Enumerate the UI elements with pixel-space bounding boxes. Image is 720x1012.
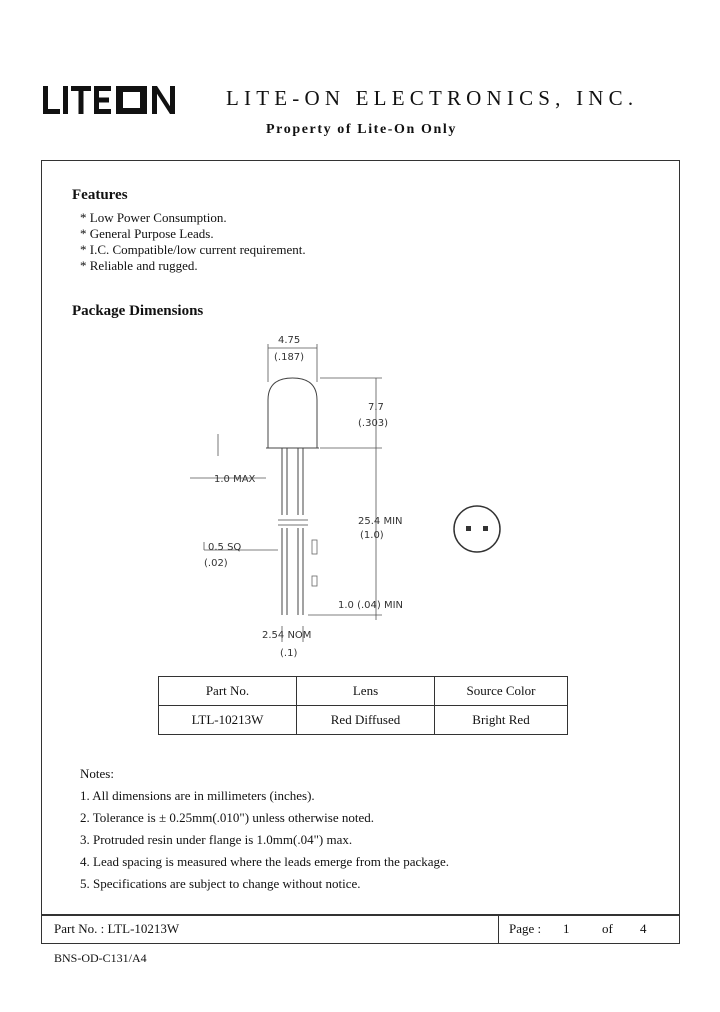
footer-divider [498, 914, 499, 943]
footer-page-number: 1 [563, 921, 570, 936]
features-heading: Features [72, 187, 128, 203]
table-row [159, 706, 568, 735]
notes-section [80, 763, 449, 895]
feature-item: * General Purpose Leads. [80, 226, 214, 241]
dim-lead-sq-mm: 0.5 SQ [208, 542, 242, 553]
footer-page-total: 4 [640, 921, 647, 936]
footer-page-label: Page : [509, 921, 542, 936]
dim-lead-len-in: (1.0) [360, 530, 384, 541]
cell-lens: Red Diffused [297, 706, 435, 735]
note-item: 3. Protruded resin under flange is 1.0mm(.04") max. [80, 832, 353, 847]
dim-extra: 1.0 (.04) MIN [338, 600, 404, 611]
note-item: 2. Tolerance is ± 0.25mm(.010") unless otherwise noted. [80, 810, 374, 825]
package-diagram [170, 330, 550, 670]
feature-item: * Low Power Consumption. [80, 210, 227, 225]
dim-height-in: (.303) [358, 418, 389, 429]
dim-width-in: (.187) [274, 352, 305, 363]
part-table [158, 676, 568, 735]
note-item: 1. All dimensions are in millimeters (inches). [80, 788, 315, 803]
notes-heading: Notes: [80, 766, 114, 781]
dim-lead-len-mm: 25.4 MIN [358, 516, 403, 527]
liteon-logo [43, 82, 183, 118]
table-header-row [159, 677, 568, 706]
company-name: LITE-ON ELECTRONICS, INC. [226, 86, 639, 110]
features-list [80, 210, 306, 274]
col-header-part-no: Part No. [159, 677, 297, 706]
col-header-source-color: Source Color [435, 677, 568, 706]
footer-of-label: of [602, 921, 613, 936]
dim-flange-note: 1.0 MAX [214, 474, 256, 485]
dim-spacing-in: (.1) [280, 648, 298, 659]
property-notice: Property of Lite-On Only [266, 122, 457, 137]
footer-part-number: Part No. : LTL-10213W [54, 921, 180, 936]
dim-width-mm: 4.75 [278, 335, 301, 346]
cell-source-color: Bright Red [435, 706, 568, 735]
note-item: 5. Specifications are subject to change without notice. [80, 876, 361, 891]
note-item: 4. Lead spacing is measured where the leads emerge from the package. [80, 854, 450, 869]
dim-lead-sq-in: (.02) [204, 558, 228, 569]
package-heading: Package Dimensions [72, 303, 204, 319]
feature-item: * Reliable and rugged. [80, 258, 198, 273]
feature-item: * I.C. Compatible/low current requirement. [80, 242, 306, 257]
col-header-lens: Lens [297, 677, 435, 706]
document-number: BNS-OD-C131/A4 [54, 951, 147, 965]
dim-height-mm: 7.7 [368, 402, 384, 413]
dim-spacing-mm: 2.54 NOM [262, 630, 312, 641]
cell-part-no: LTL-10213W [159, 706, 297, 735]
